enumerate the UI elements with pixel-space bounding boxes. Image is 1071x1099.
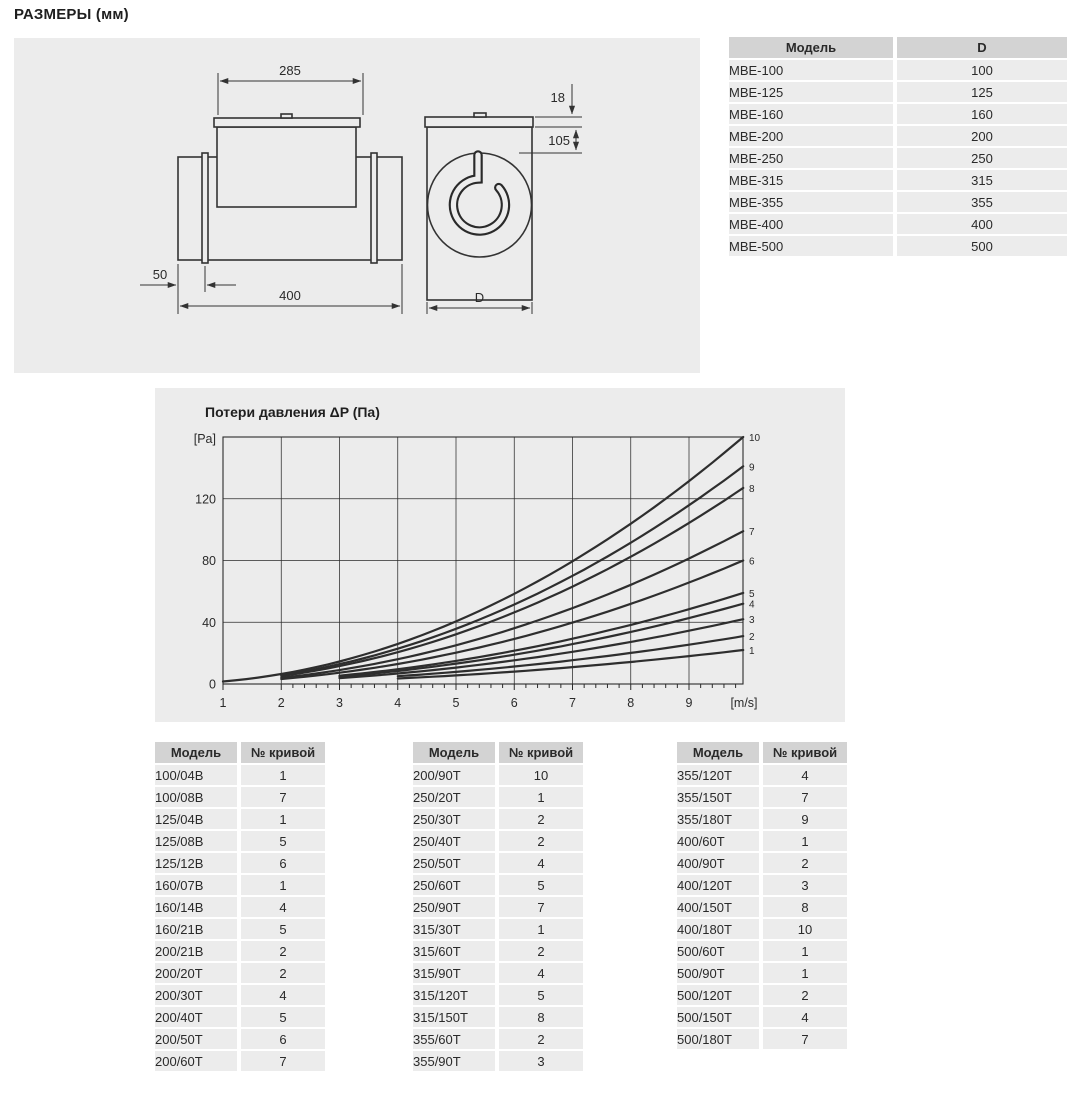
value-cell: 160 [897,104,1067,124]
page-title: РАЗМЕРЫ (мм) [14,6,129,23]
model-cell: 200/20Т [155,963,237,983]
model-cell: 355/180Т [677,809,759,829]
column-header: Модель [155,742,237,763]
table-row [677,919,847,939]
curve-label: 7 [749,527,755,539]
table-row [155,941,325,961]
model-cell: 200/21В [155,941,237,961]
pressure-loss-panel [155,388,845,722]
table-row [413,787,583,807]
model-cell: 200/30Т [155,985,237,1005]
column-header: № кривой [241,742,325,763]
table-row [155,875,325,895]
value-cell: 7 [763,1029,847,1049]
table-row [729,236,1067,256]
column-header: Модель [677,742,759,763]
dim-box-height-label: 105 [548,133,570,148]
table-row [413,1029,583,1049]
dimensions-diagram-panel [14,38,700,373]
table-row [155,1029,325,1049]
value-cell: 100 [897,60,1067,80]
dim-offset-label: 50 [152,267,168,282]
value-cell: 7 [241,787,325,807]
y-axis-unit: [Pa] [193,432,216,446]
value-cell: 1 [241,875,325,895]
value-cell: 1 [499,787,583,807]
table-row [155,963,325,983]
dimensions-diagram [14,38,700,373]
model-cell: 315/150Т [413,1007,495,1027]
model-cell: 250/50Т [413,853,495,873]
y-tick-label: 120 [195,492,216,507]
table-row [729,192,1067,212]
table-row [729,126,1067,146]
model-cell: МВЕ-355 [729,192,893,212]
table-row [729,170,1067,190]
model-cell: 355/60Т [413,1029,495,1049]
table-row [413,1007,583,1027]
table-row [155,787,325,807]
model-cell: 400/180Т [677,919,759,939]
model-cell: 400/90Т [677,853,759,873]
model-cell: МВЕ-160 [729,104,893,124]
table-row [413,831,583,851]
model-cell: 400/60Т [677,831,759,851]
model-cell: МВЕ-400 [729,214,893,234]
table-row [155,853,325,873]
value-cell: 2 [499,831,583,851]
curve-table-1 [151,740,329,1073]
value-cell: 5 [241,1007,325,1027]
value-cell: 500 [897,236,1067,256]
table-row [155,765,325,785]
model-cell: 400/120Т [677,875,759,895]
model-cell: 125/08В [155,831,237,851]
model-cell: 315/90Т [413,963,495,983]
table-row [155,897,325,917]
table-row [677,1007,847,1027]
value-cell: 5 [241,831,325,851]
model-cell: 250/20Т [413,787,495,807]
x-tick-label: 2 [277,696,285,710]
value-cell: 2 [499,1029,583,1049]
value-cell: 1 [241,809,325,829]
table-row [729,214,1067,234]
table-row [729,104,1067,124]
model-cell: МВЕ-200 [729,126,893,146]
model-cell: 500/90Т [677,963,759,983]
value-cell: 5 [499,875,583,895]
model-cell: 100/08В [155,787,237,807]
pressure-curve-9 [281,466,743,675]
model-cell: 200/90Т [413,765,495,785]
model-cell: 355/120Т [677,765,759,785]
value-cell: 2 [763,985,847,1005]
value-cell: 4 [763,765,847,785]
model-cell: 355/150Т [677,787,759,807]
value-cell: 6 [241,853,325,873]
table-row [729,148,1067,168]
column-header: Модель [413,742,495,763]
dim-length-label: 400 [279,288,301,303]
table-row [413,919,583,939]
curve-label: 9 [749,462,755,474]
table-row [155,1051,325,1071]
model-cell: 500/120Т [677,985,759,1005]
model-cell: 315/60Т [413,941,495,961]
model-cell: МВЕ-250 [729,148,893,168]
value-cell: 4 [241,897,325,917]
table-row [413,809,583,829]
model-cell: 160/14В [155,897,237,917]
table-row [155,1007,325,1027]
model-cell: МВЕ-315 [729,170,893,190]
value-cell: 9 [763,809,847,829]
model-cell: 355/90Т [413,1051,495,1071]
curve-label: 10 [749,433,761,444]
model-cell: 250/90Т [413,897,495,917]
model-cell: 200/50Т [155,1029,237,1049]
value-cell: 400 [897,214,1067,234]
pressure-loss-chart [155,388,845,722]
model-cell: 200/40Т [155,1007,237,1027]
dim-top-width-label: 285 [279,63,301,78]
curve-label: 5 [749,588,755,600]
table-row [413,897,583,917]
value-cell: 1 [763,963,847,983]
model-cell: 315/30Т [413,919,495,939]
table-row [729,60,1067,80]
table-row [677,787,847,807]
curve-table-2 [409,740,587,1073]
value-cell: 5 [499,985,583,1005]
value-cell: 8 [499,1007,583,1027]
value-cell: 2 [499,941,583,961]
value-cell: 2 [499,809,583,829]
table-row [155,985,325,1005]
table-row [677,765,847,785]
value-cell: 1 [763,831,847,851]
size-table [725,35,1071,258]
model-cell: 160/21В [155,919,237,939]
value-cell: 2 [241,963,325,983]
x-tick-label: 5 [452,696,460,710]
curve-table-3 [673,740,851,1051]
x-axis-unit: [m/s] [730,696,758,710]
table-row [155,919,325,939]
table-row [155,809,325,829]
value-cell: 4 [499,853,583,873]
value-cell: 10 [499,765,583,785]
model-cell: 125/04В [155,809,237,829]
curve-label: 6 [749,556,755,568]
table-row [413,1051,583,1071]
table-row [677,985,847,1005]
value-cell: 4 [763,1007,847,1027]
curve-label: 4 [749,599,755,611]
table-row [677,897,847,917]
table-row [677,875,847,895]
table-row [413,985,583,1005]
model-cell: 500/180Т [677,1029,759,1049]
x-tick-label: 7 [569,696,576,710]
value-cell: 7 [499,897,583,917]
pressure-curve-4 [340,604,744,677]
value-cell: 7 [241,1051,325,1071]
model-cell: 500/150Т [677,1007,759,1027]
value-cell: 1 [763,941,847,961]
value-cell: 355 [897,192,1067,212]
y-tick-label: 80 [202,554,216,568]
x-tick-label: 6 [510,696,518,710]
curve-label: 1 [749,646,755,658]
value-cell: 1 [499,919,583,939]
value-cell: 3 [763,875,847,895]
table-row [413,963,583,983]
table-row [677,1029,847,1049]
table-row [677,809,847,829]
model-cell: 250/40Т [413,831,495,851]
dim-lid-label: 18 [550,90,565,105]
value-cell: 10 [763,919,847,939]
value-cell: 3 [499,1051,583,1071]
value-cell: 2 [763,853,847,873]
model-cell: 100/04В [155,765,237,785]
model-cell: МВЕ-125 [729,82,893,102]
value-cell: 5 [241,919,325,939]
value-cell: 8 [763,897,847,917]
column-header: № кривой [763,742,847,763]
table-row [413,941,583,961]
curve-label: 2 [749,632,755,644]
value-cell: 4 [241,985,325,1005]
dim-diameter-label: D [474,290,485,305]
value-cell: 2 [241,941,325,961]
end-view [425,84,582,314]
column-header: № кривой [499,742,583,763]
table-row [413,875,583,895]
y-tick-label: 40 [202,615,216,630]
value-cell: 1 [241,765,325,785]
model-cell: 400/150Т [677,897,759,917]
model-cell: 315/120Т [413,985,495,1005]
chart-title: Потери давления ΔP (Па) [205,404,380,420]
table-row [677,963,847,983]
pressure-curve-10 [223,437,743,682]
model-cell: МВЕ-500 [729,236,893,256]
table-row [413,853,583,873]
model-cell: 250/60Т [413,875,495,895]
x-tick-label: 4 [394,696,402,710]
curve-label: 8 [749,483,755,495]
column-header: Модель [729,37,893,58]
value-cell: 250 [897,148,1067,168]
y-tick-label: 0 [209,677,216,692]
value-cell: 7 [763,787,847,807]
curve-label: 3 [749,615,755,627]
table-row [677,853,847,873]
column-header: D [897,37,1067,58]
side-view [140,63,402,314]
table-row [677,941,847,961]
value-cell: 4 [499,963,583,983]
model-cell: 125/12В [155,853,237,873]
x-tick-label: 8 [627,696,635,710]
table-row [677,831,847,851]
x-tick-label: 1 [219,696,227,710]
table-row [729,82,1067,102]
value-cell: 125 [897,82,1067,102]
table-row [413,765,583,785]
model-cell: МВЕ-100 [729,60,893,80]
x-tick-label: 3 [336,696,343,710]
model-cell: 250/30Т [413,809,495,829]
value-cell: 200 [897,126,1067,146]
value-cell: 6 [241,1029,325,1049]
x-tick-label: 9 [685,696,693,710]
table-row [155,831,325,851]
model-cell: 500/60Т [677,941,759,961]
model-cell: 200/60Т [155,1051,237,1071]
model-cell: 160/07В [155,875,237,895]
value-cell: 315 [897,170,1067,190]
